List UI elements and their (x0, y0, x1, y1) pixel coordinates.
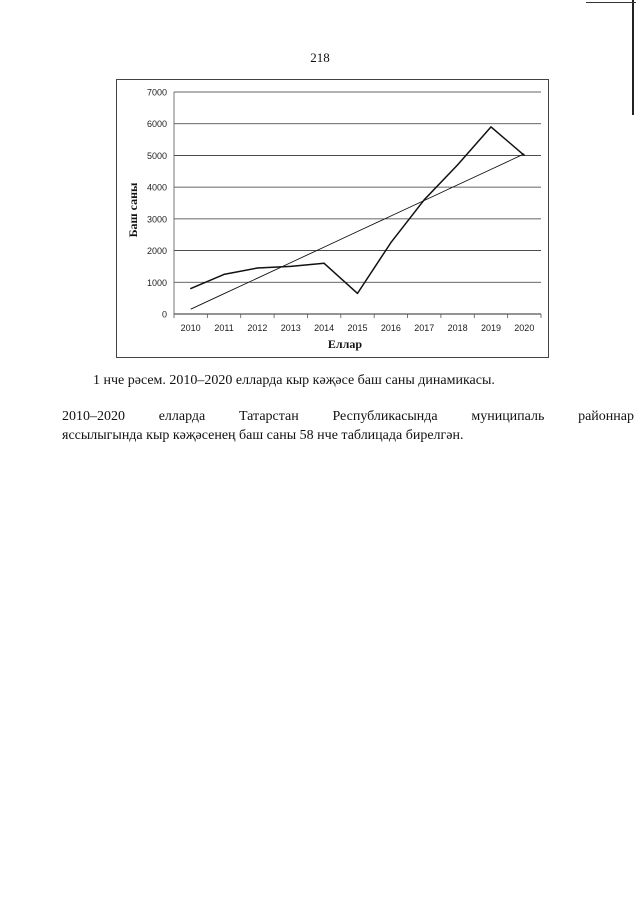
line-chart (117, 80, 550, 359)
x-tick-label-2015: 2015 (347, 323, 368, 333)
y-tick-label: 6000 (146, 119, 167, 130)
x-tick-label-2020: 2020 (514, 323, 535, 333)
y-tick-label: 4000 (146, 182, 167, 193)
data-point-2012 (257, 267, 258, 268)
paragraph-line-2: яссылыгында кыр кәҗәсенең баш саны 58 нче таблицада бирелгән. (62, 428, 464, 443)
x-tick-label-2014: 2014 (314, 323, 335, 333)
data-point-2013 (290, 266, 291, 267)
x-tick-label-2019: 2019 (480, 323, 501, 333)
x-tick-label-2013: 2013 (280, 323, 301, 333)
y-tick-label: 0 (161, 309, 167, 320)
y-tick-label: 2000 (146, 246, 167, 257)
x-axis-label: Еллар (327, 337, 363, 351)
scan-edge-line-top (586, 2, 636, 3)
x-tick-label-2016: 2016 (380, 323, 401, 333)
trendline (191, 154, 525, 309)
figure-caption: 1 нче рәсем. 2010–2020 елларда кыр кәҗәсе баш саны динамикасы. (93, 373, 495, 388)
x-tick-label-2010: 2010 (180, 323, 201, 333)
y-tick-label: 1000 (146, 277, 167, 288)
page-number: 218 (310, 50, 330, 65)
x-tick-label-2011: 2011 (214, 323, 234, 333)
x-tick-label-2012: 2012 (247, 323, 268, 333)
x-tick-label-2018: 2018 (447, 323, 468, 333)
chart-frame (116, 79, 549, 358)
data-point-2010 (190, 288, 191, 289)
data-point-2018 (457, 164, 458, 165)
data-point-2019 (490, 126, 491, 127)
data-point-2020 (524, 155, 525, 156)
paragraph-line-1: 2010–2020 елларда Татарстан Республикасында муниципаль районнар (62, 409, 634, 424)
y-tick-label: 5000 (146, 150, 167, 161)
data-point-2011 (223, 274, 224, 275)
y-tick-label: 3000 (146, 214, 167, 225)
y-tick-label: 7000 (146, 87, 167, 98)
data-point-2014 (324, 263, 325, 264)
data-point-2015 (357, 293, 358, 294)
y-axis-label: Баш саны (126, 182, 140, 238)
series-line-head-count (191, 127, 525, 294)
data-point-2016 (390, 242, 391, 243)
x-tick-label-2017: 2017 (414, 323, 435, 333)
